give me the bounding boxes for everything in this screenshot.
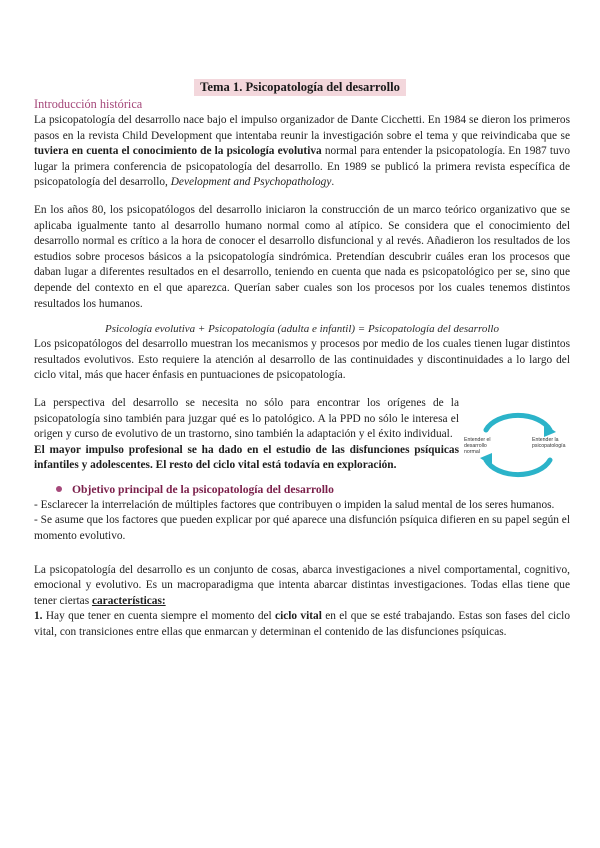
p7-a: Hay que tener en cuenta siempre el momento del (42, 610, 276, 623)
p7-num: 1. (34, 610, 43, 623)
p1-a: La psicopatología del desarrollo nace bajo el impulso organizador de Dante Cicchetti. En 1984 se dieron los primeros pasos en la revista Child Development que intentaba reunir la investigación sobre el tema y que reivindicaba que se (34, 114, 570, 142)
p6-b: características: (91, 594, 166, 607)
paragraph-2: En los años 80, los psicopatólogos del desarrollo iniciaron la construcción de un marco teórico organizativo que se aplicaba igualmente tanto al desarrollo humano normal como al atípico. Se considera que el conocimiento del desarrollo normal es crítico a la hora de conocer el desarrollo disfuncional y al revés. Añadieron los resultados de los estudios sobre procesos básicos a la psicopatología sindrómica. Pretendían descubrir cuáles eran los procesos que daban lugar a diferentes resultados en el desarrollo, teniendo en cuenta que nada es psicopatológico per se, sino que depende del contexto en el que aparezca. Querían saber cuales son los procesos por los cuales tenemos distintos resultados los humanos. (34, 203, 570, 310)
bullet-objective (34, 482, 570, 498)
paragraph-7 (34, 609, 570, 640)
p1-b: tuviera en cuenta el conocimiento de la psicología evolutiva (34, 145, 322, 158)
paragraph-3: Los psicopatólogos del desarrollo muestran los mecanismos y procesos por medio de los cuales tienen lugar distintos resultados evolutivos. Esto requiere la atención al desarrollo de las continuidades y discontinuidades a lo largo del ciclo vital, más que hacer énfasis en puntuaciones de psicopatología. (34, 338, 570, 382)
formula: Psicología evolutiva + Psicopatología (adulta e infantil) = Psicopatología del desarrollo (105, 323, 499, 336)
p1-c: normal para entender la psicopatología. En 1987 tuvo lugar la primera conferencia de psicopatología del desarrollo. En 1989 se publicó la primera revista específica de psicopatología del desarrollo, (34, 145, 570, 189)
cycle-diagram (464, 406, 572, 484)
figure-section (34, 396, 570, 474)
paragraph-6 (34, 563, 570, 610)
content (34, 96, 570, 641)
p1-e: . (331, 176, 335, 189)
bullet-dot-icon (56, 486, 62, 492)
p7-c: en el que se esté trabajando. Estas son fases del ciclo vital, con transiciones entre ellas que enmarcan y determinan el contenido de las disfunciones psíquicas. (34, 610, 571, 639)
paragraph-1 (34, 113, 570, 191)
dash-item-2: - Se asume que los factores que pueden explicar por qué aparece una disfunción psíquica difieren en su papel según el momento evolutivo. (34, 514, 570, 543)
figure-left-label: Entender el desarrollo normal (464, 436, 491, 455)
p5-bold: El mayor impulso profesional se ha dado en el estudio de las disfunciones psíquicas infantiles y adolescentes. El resto del ciclo vital está todavía en exploración. (34, 443, 459, 472)
dash-item-1: - Esclarecer la interrelación de múltiples factores que contribuyen o impiden la salud mental de los seres humanos. (34, 498, 555, 511)
section-heading: Introducción histórica (34, 97, 143, 111)
figure-right-label: Entender la psicopatología (532, 436, 566, 449)
p1-d: Development and Psychopathology (170, 176, 332, 189)
page-title: Tema 1. Psicopatología del desarrollo (194, 79, 406, 96)
title-wrap (0, 76, 600, 96)
p7-b: ciclo vital (275, 610, 322, 623)
bullet-text: Objetivo principal de la psicopatología del desarrollo (72, 482, 334, 496)
p6-a: La psicopatología del desarrollo es un conjunto de cosas, abarca investigaciones a nivel comportamental, cognitivo, emocional y evolutivo. Es un macroparadigma que intenta abarcar distintas investigaciones. Todas ellas tiene que tener ciertas (34, 563, 570, 607)
paragraph-4: La perspectiva del desarrollo se necesita no sólo para encontrar los orígenes de la psicopatología sino también para juzgar qué es lo patológico. A la PPD no sólo le interesa el origen y curso de evolutivo de un trastorno, sino también la adaptación y el éxito individual. (34, 396, 459, 441)
paragraph-5 (34, 443, 459, 474)
